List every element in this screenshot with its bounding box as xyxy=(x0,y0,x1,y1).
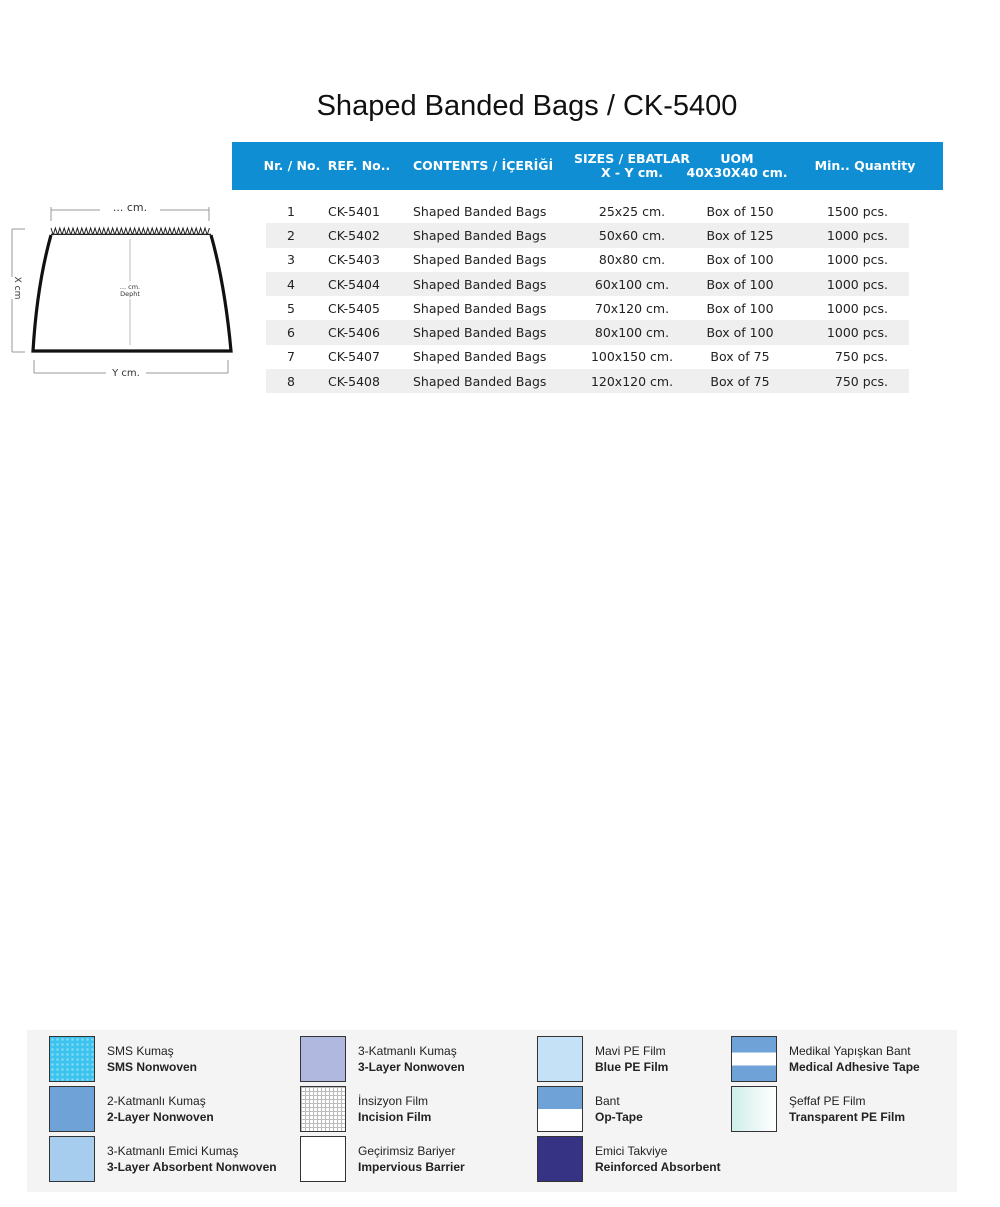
legend-item-3-layer xyxy=(300,1036,465,1082)
table-row xyxy=(266,320,909,344)
row-uom: Box of 75 xyxy=(710,373,770,389)
bag-diagram xyxy=(0,195,240,385)
row-ref: CK-5407 xyxy=(328,349,380,365)
transparent-pe-film-swatch-icon xyxy=(731,1086,777,1132)
legend-en: Incision Film xyxy=(358,1110,432,1124)
legend-en: 3-Layer Absorbent Nonwoven xyxy=(107,1160,277,1174)
row-ref: CK-5408 xyxy=(328,373,380,389)
product-table-body xyxy=(266,199,909,393)
row-no: 1 xyxy=(287,203,295,219)
row-no: 2 xyxy=(287,227,295,243)
header-ref: REF. No.. xyxy=(327,158,391,173)
row-qty: 1500 pcs. xyxy=(826,203,888,219)
row-uom: Box of 100 xyxy=(706,276,774,292)
row-size: 50x60 cm. xyxy=(598,227,666,243)
material-legend xyxy=(27,1030,957,1192)
header-sizes-line2: X - Y cm. xyxy=(600,165,664,180)
table-row xyxy=(266,248,909,272)
top-dimension-label: ... cm. xyxy=(112,201,148,214)
legend-en: 3-Layer Nonwoven xyxy=(358,1060,465,1074)
row-qty: 750 pcs. xyxy=(834,373,888,389)
row-ref: CK-5402 xyxy=(328,227,380,243)
depth-label-word: Depht xyxy=(120,290,140,298)
legend-item-op-tape xyxy=(537,1086,643,1132)
row-ref: CK-5403 xyxy=(328,252,380,268)
row-no: 6 xyxy=(287,325,295,341)
legend-item-3-layer-absorbent xyxy=(49,1136,277,1182)
header-qty: Min.. Quantity xyxy=(814,158,916,173)
legend-tr: İnsizyon Film xyxy=(358,1094,429,1108)
row-uom: Box of 100 xyxy=(706,252,774,268)
row-no: 5 xyxy=(287,300,295,316)
sms-nonwoven-swatch-icon xyxy=(49,1036,95,1082)
legend-item-blue-pe-film xyxy=(537,1036,668,1082)
legend-en: Op-Tape xyxy=(595,1110,643,1124)
row-size: 100x150 cm. xyxy=(590,349,674,365)
legend-item-medical-adhesive-tape xyxy=(731,1036,920,1082)
row-size: 25x25 cm. xyxy=(598,203,666,219)
row-ref: CK-5405 xyxy=(328,300,380,316)
legend-en: Reinforced Absorbent xyxy=(595,1160,721,1174)
legend-tr: Geçirimsiz Bariyer xyxy=(358,1144,456,1158)
medical-adhesive-tape-swatch-icon xyxy=(731,1036,777,1082)
row-no: 4 xyxy=(287,276,295,292)
op-tape-swatch-icon xyxy=(537,1086,583,1132)
row-uom: Box of 75 xyxy=(710,349,770,365)
header-uom-line2: 40X30X40 cm. xyxy=(686,165,788,180)
legend-en: SMS Nonwoven xyxy=(107,1060,198,1074)
row-size: 70x120 cm. xyxy=(594,300,670,316)
row-no: 3 xyxy=(287,252,295,268)
legend-tr: SMS Kumaş xyxy=(107,1044,174,1058)
row-qty: 1000 pcs. xyxy=(826,276,888,292)
header-contents: CONTENTS / İÇERİĞİ xyxy=(413,158,554,173)
reinforced-absorbent-swatch-icon xyxy=(537,1136,583,1182)
2-layer-nonwoven-swatch-icon xyxy=(49,1086,95,1132)
table-row xyxy=(266,199,909,223)
row-uom: Box of 125 xyxy=(706,227,774,243)
legend-tr: 3-Katmanlı Emici Kumaş xyxy=(107,1144,239,1158)
row-size: 80x100 cm. xyxy=(594,325,670,341)
incision-film-swatch-icon xyxy=(300,1086,346,1132)
legend-en: Blue PE Film xyxy=(595,1060,669,1074)
legend-tr: Şeffaf PE Film xyxy=(789,1094,866,1108)
table-row xyxy=(266,369,909,393)
table-row xyxy=(266,223,909,247)
row-uom: Box of 100 xyxy=(706,300,774,316)
row-name: Shaped Banded Bags xyxy=(413,252,547,268)
row-size: 80x80 cm. xyxy=(598,252,666,268)
table-row xyxy=(266,296,909,320)
y-dimension-label: Y cm. xyxy=(112,368,140,379)
blue-pe-film-swatch-icon xyxy=(537,1036,583,1082)
row-qty: 750 pcs. xyxy=(834,349,888,365)
legend-tr: Medikal Yapışkan Bant xyxy=(789,1044,911,1058)
legend-item-2-layer xyxy=(49,1086,214,1132)
legend-item-impervious-barrier xyxy=(300,1136,465,1182)
legend-tr: Mavi PE Film xyxy=(595,1044,666,1058)
row-uom: Box of 100 xyxy=(706,325,774,341)
row-qty: 1000 pcs. xyxy=(826,252,888,268)
legend-tr: Bant xyxy=(595,1094,620,1108)
row-uom: Box of 150 xyxy=(706,203,774,219)
legend-en: Medical Adhesive Tape xyxy=(789,1060,920,1074)
row-name: Shaped Banded Bags xyxy=(413,227,547,243)
row-ref: CK-5406 xyxy=(328,325,380,341)
row-name: Shaped Banded Bags xyxy=(413,349,547,365)
legend-en: Impervious Barrier xyxy=(358,1160,465,1174)
legend-tr: 2-Katmanlı Kumaş xyxy=(107,1094,206,1108)
legend-en: 2-Layer Nonwoven xyxy=(107,1110,214,1124)
header-no: Nr. / No. xyxy=(263,158,321,173)
row-name: Shaped Banded Bags xyxy=(413,300,547,316)
legend-item-transparent-pe-film xyxy=(731,1086,905,1132)
3-layer-absorbent-swatch-icon xyxy=(49,1136,95,1182)
legend-en: Transparent PE Film xyxy=(789,1110,906,1124)
legend-tr: 3-Katmanlı Kumaş xyxy=(358,1044,457,1058)
row-ref: CK-5404 xyxy=(328,276,380,292)
row-qty: 1000 pcs. xyxy=(826,227,888,243)
header-uom-line1: UOM xyxy=(720,151,754,166)
row-ref: CK-5401 xyxy=(328,203,380,219)
table-row xyxy=(266,345,909,369)
row-size: 120x120 cm. xyxy=(590,373,674,389)
row-size: 60x100 cm. xyxy=(594,276,670,292)
legend-item-reinforced-absorbent xyxy=(537,1136,721,1182)
impervious-barrier-swatch-icon xyxy=(300,1136,346,1182)
legend-tr: Emici Takviye xyxy=(595,1144,668,1158)
row-no: 8 xyxy=(287,373,295,389)
row-no: 7 xyxy=(287,349,295,365)
header-uom xyxy=(682,142,792,190)
row-name: Shaped Banded Bags xyxy=(413,325,547,341)
legend-item-sms xyxy=(49,1036,197,1082)
x-dimension-label: X cm xyxy=(12,276,22,300)
page-title: Shaped Banded Bags / CK-5400 xyxy=(316,90,738,122)
row-qty: 1000 pcs. xyxy=(826,300,888,316)
depth-label: ... cm. xyxy=(119,283,141,291)
row-qty: 1000 pcs. xyxy=(826,325,888,341)
row-name: Shaped Banded Bags xyxy=(413,373,547,389)
header-sizes xyxy=(572,142,692,190)
header-sizes-line1: SIZES / EBATLAR xyxy=(573,151,691,166)
table-header xyxy=(232,142,943,190)
legend-item-incision-film xyxy=(300,1086,431,1132)
row-name: Shaped Banded Bags xyxy=(413,276,547,292)
3-layer-nonwoven-swatch-icon xyxy=(300,1036,346,1082)
row-name: Shaped Banded Bags xyxy=(413,203,547,219)
table-row xyxy=(266,272,909,296)
